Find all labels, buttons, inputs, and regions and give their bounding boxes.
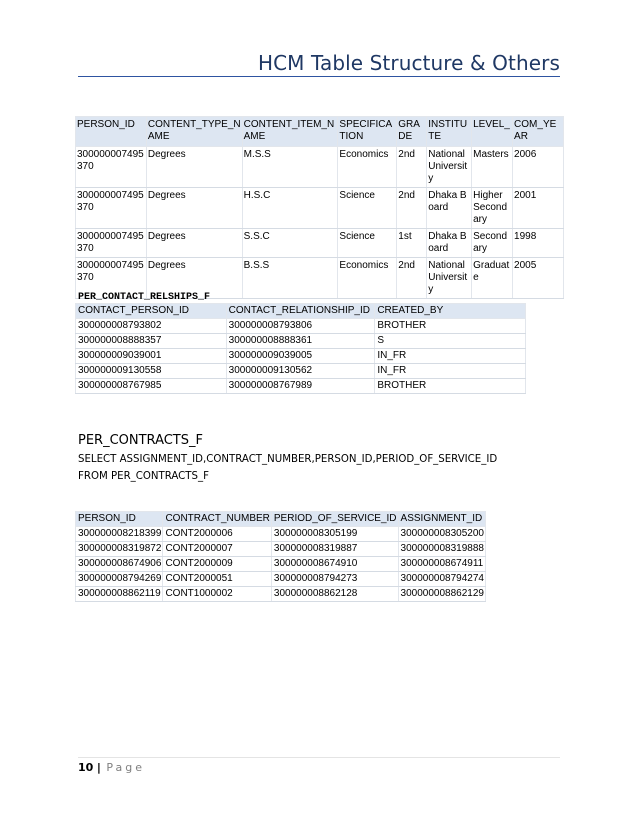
table-cell: 300000008319888 (398, 542, 485, 557)
table-cell: 300000009130558 (76, 364, 227, 379)
table-cell: 300000007495370 (76, 258, 147, 299)
table-cell: 300000008674906 (76, 557, 163, 572)
table-cell: Secondary (472, 229, 513, 258)
column-header: CONTRACT_NUMBER (163, 512, 271, 527)
header-divider (78, 76, 560, 77)
table-cell: CONT2000007 (163, 542, 271, 557)
table-row (76, 572, 486, 587)
column-header: SPECIFICATION (338, 117, 397, 147)
table-row (76, 319, 526, 334)
table-header-row (76, 304, 526, 319)
table-cell: 300000008319872 (76, 542, 163, 557)
table-row (76, 587, 486, 602)
table-cell: S.S.C (242, 229, 338, 258)
table-cell: Degrees (146, 147, 242, 188)
table-cell: 300000008793806 (226, 319, 375, 334)
column-header: CONTENT_ITEM_NAME (242, 117, 338, 147)
table-cell: 300000008674911 (398, 557, 485, 572)
table-cell: 2001 (513, 188, 564, 229)
table-cell: 300000009039005 (226, 349, 375, 364)
table-cell: 300000008794269 (76, 572, 163, 587)
table-cell: M.S.S (242, 147, 338, 188)
footer-divider (78, 757, 560, 758)
table-cell: 300000008305200 (398, 527, 485, 542)
table-cell: 2nd (397, 188, 427, 229)
page-header-title: HCM Table Structure & Others (257, 51, 560, 75)
table-cell: H.S.C (242, 188, 338, 229)
contracts-table (75, 511, 486, 602)
table-cell: 300000007495370 (76, 229, 147, 258)
table-cell: 300000008767989 (226, 379, 375, 394)
table-cell: Degrees (146, 188, 242, 229)
table-cell: CONT2000051 (163, 572, 271, 587)
table-cell: CONT2000009 (163, 557, 271, 572)
table-cell: Science (338, 229, 397, 258)
table-cell: 300000009130562 (226, 364, 375, 379)
table-cell: National University (427, 147, 472, 188)
table-cell: Economics (338, 147, 397, 188)
table-cell: 300000008888361 (226, 334, 375, 349)
table-row (76, 542, 486, 557)
table-cell: 300000007495370 (76, 147, 147, 188)
page-footer (78, 761, 145, 774)
table-row (76, 557, 486, 572)
table-row (76, 188, 564, 229)
table-cell: Degrees (146, 229, 242, 258)
column-header: LEVEL_ (472, 117, 513, 147)
table-cell: Masters (472, 147, 513, 188)
table-row (76, 379, 526, 394)
table-row (76, 147, 564, 188)
table-cell: National University (427, 258, 472, 299)
table-cell: 300000008862128 (271, 587, 398, 602)
table-cell: 300000008794274 (398, 572, 485, 587)
column-header: PERIOD_OF_SERVICE_ID (271, 512, 398, 527)
table-cell: 300000008218399 (76, 527, 163, 542)
table-cell: S (375, 334, 526, 349)
page-number: 10 (78, 761, 94, 774)
education-table (75, 116, 564, 299)
column-header: ASSIGNMENT_ID (398, 512, 485, 527)
table-cell: 300000008674910 (271, 557, 398, 572)
table-cell: 300000008862129 (398, 587, 485, 602)
table-row (76, 229, 564, 258)
table-cell: 300000008305199 (271, 527, 398, 542)
table-cell: 300000008793802 (76, 319, 227, 334)
table-cell: BROTHER (375, 319, 526, 334)
table-cell: B.S.S (242, 258, 338, 299)
table-cell: CONT1000002 (163, 587, 271, 602)
table-cell: 300000008767985 (76, 379, 227, 394)
table-cell: 300000008794273 (271, 572, 398, 587)
table-cell: Science (338, 188, 397, 229)
table-row (76, 364, 526, 379)
table-cell: 2006 (513, 147, 564, 188)
table-cell: IN_FR (375, 349, 526, 364)
column-header: INSTITUTE (427, 117, 472, 147)
contracts-title: PER_CONTRACTS_F (78, 433, 203, 448)
table-cell: Higher Secondary (472, 188, 513, 229)
table-header-row (76, 512, 486, 527)
table-cell: 1998 (513, 229, 564, 258)
table-cell: 2nd (397, 258, 427, 299)
column-header: GRADE (397, 117, 427, 147)
column-header: CONTACT_PERSON_ID (76, 304, 227, 319)
column-header: CONTENT_TYPE_NAME (146, 117, 242, 147)
table-cell: IN_FR (375, 364, 526, 379)
column-header: CREATED_BY (375, 304, 526, 319)
table-cell: Dhaka Board (427, 188, 472, 229)
table-row (76, 349, 526, 364)
table-row (76, 527, 486, 542)
table-cell: 2nd (397, 147, 427, 188)
column-header: PERSON_ID (76, 512, 163, 527)
table-cell: 1st (397, 229, 427, 258)
column-header: PERSON_ID (76, 117, 147, 147)
table-cell: 2005 (513, 258, 564, 299)
column-header: CONTACT_RELATIONSHIP_ID (226, 304, 375, 319)
contact-relships-title: PER_CONTACT_RELSHIPS_F (78, 292, 211, 303)
page-label: Page (106, 761, 145, 774)
table-header-row (76, 117, 564, 147)
table-cell: 300000009039001 (76, 349, 227, 364)
contracts-sql-query: SELECT ASSIGNMENT_ID,CONTRACT_NUMBER,PERSON_ID,PERIOD_OF_SERVICE_ID FROM PER_CONTRACTS_F (78, 454, 498, 482)
table-cell: Graduate (472, 258, 513, 299)
table-cell: Degrees (146, 258, 242, 299)
table-cell: BROTHER (375, 379, 526, 394)
footer-separator: | (96, 761, 101, 774)
table-cell: Dhaka Board (427, 229, 472, 258)
table-cell: CONT2000006 (163, 527, 271, 542)
table-cell: 300000008862119 (76, 587, 163, 602)
table-cell: Economics (338, 258, 397, 299)
table-cell: 300000008319887 (271, 542, 398, 557)
column-header: COM_YEAR (513, 117, 564, 147)
table-cell: 300000008888357 (76, 334, 227, 349)
table-cell: 300000007495370 (76, 188, 147, 229)
contact-relships-table (75, 303, 526, 394)
table-row (76, 334, 526, 349)
